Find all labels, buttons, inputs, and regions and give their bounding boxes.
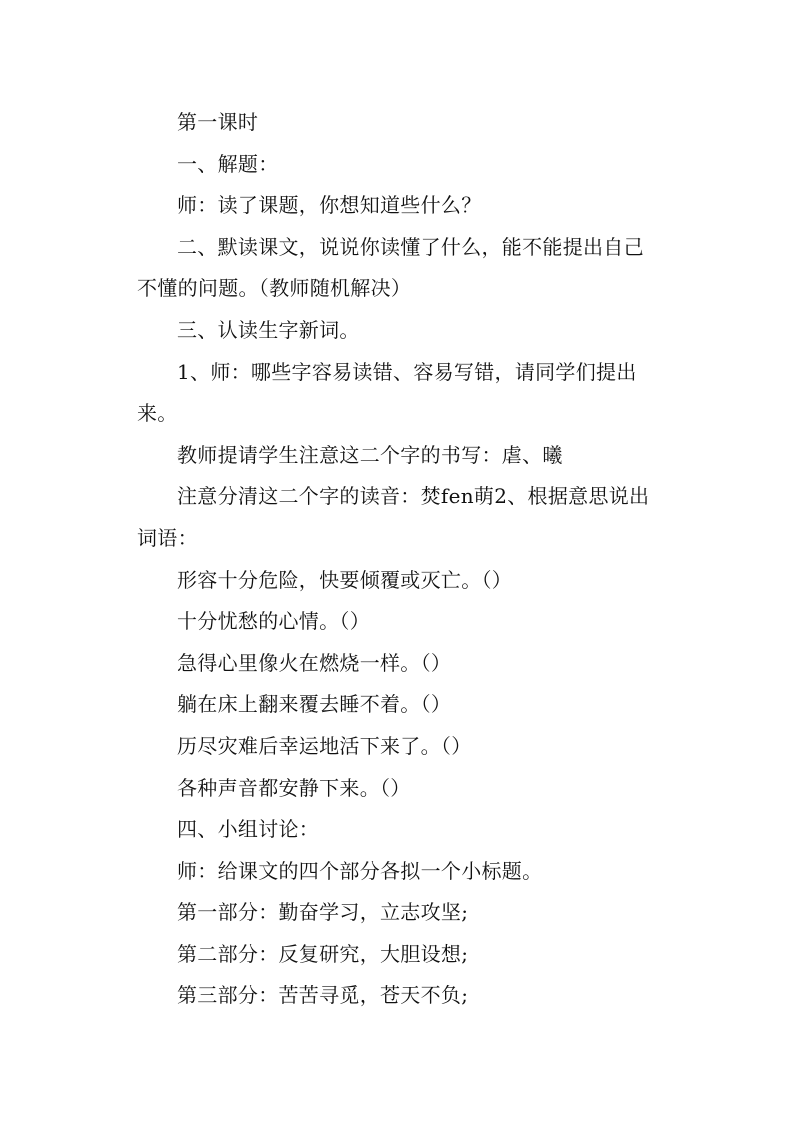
section-title-2: 二、默读课文，说说你读懂了什么，能不能提出自己不懂的问题。（教师随机解决）: [137, 234, 644, 301]
section-title-4: 四、小组讨论：: [177, 817, 320, 842]
section-title-1: 一、解题：: [177, 151, 279, 176]
vocabulary-item: 各种声音都安静下来。（）: [177, 775, 411, 800]
vocabulary-item: 十分忧愁的心情。（）: [177, 609, 370, 634]
vocabulary-item: 历尽灾难后幸运地活下来了。（）: [177, 733, 472, 758]
paragraph: 1、师：哪些字容易读错、容易写错，请同学们提出来。: [137, 359, 637, 426]
part-title: 第三部分：苦苦寻觅，苍天不负;: [177, 983, 469, 1008]
paragraph: 教师提请学生注意这二个字的书写：虐、曦: [177, 442, 563, 467]
part-title: 第二部分：反复研究，大胆设想;: [177, 941, 469, 966]
vocabulary-item: 形容十分危险，快要倾覆或灭亡。（）: [177, 567, 513, 592]
document-body: [137, 102, 657, 1017]
vocabulary-item: 躺在床上翻来覆去睡不着。（）: [177, 692, 452, 717]
part-title: 第一部分：勤奋学习，立志攻坚;: [177, 900, 469, 925]
paragraph: 师：给课文的四个部分各拟一个小标题。: [177, 858, 543, 883]
paragraph: 注意分清这二个字的读音：焚fen萌2、根据意思说出词语：: [137, 484, 650, 550]
vocabulary-item: 急得心里像火在燃烧一样。（）: [177, 650, 452, 675]
paragraph: 师：读了课题，你想知道些什么？: [177, 193, 482, 218]
section-title-3: 三、认读生字新词。: [177, 317, 360, 342]
lesson-heading: 第一课时: [177, 110, 259, 134]
